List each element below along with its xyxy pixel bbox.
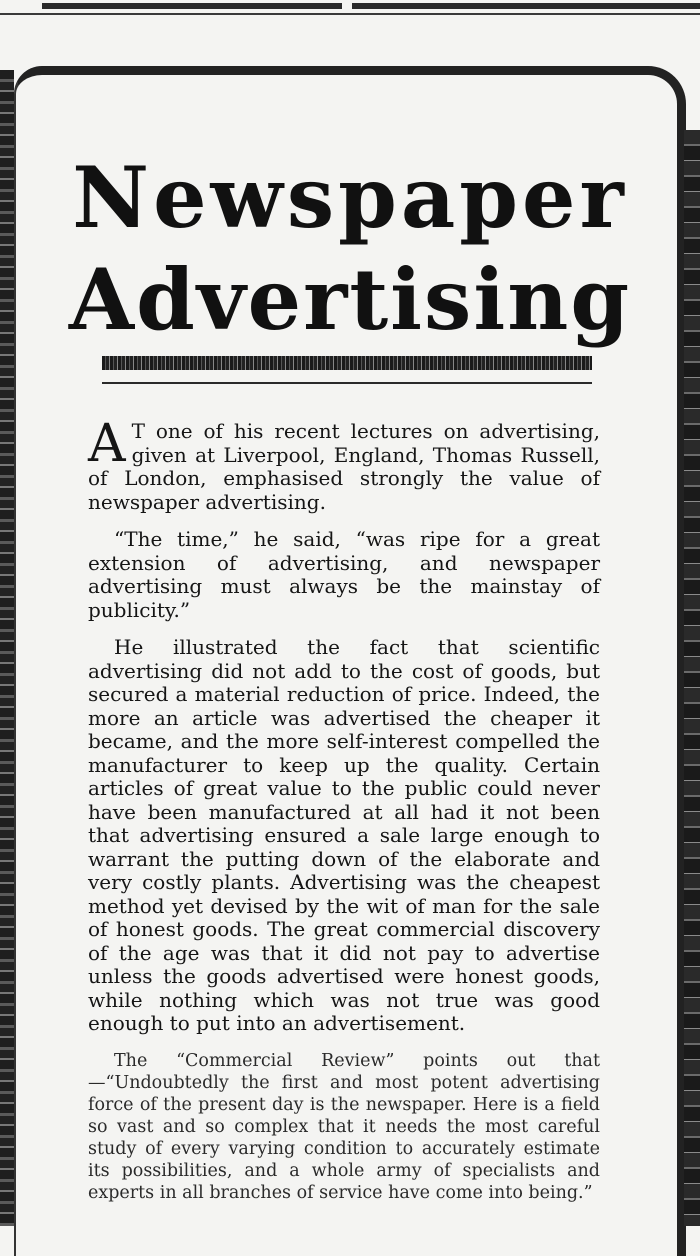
paragraph-4: The “Commercial Review” points out that—“Undoubtedly the first and most potent advertising force of the present day is the newspaper. Here is a field so vast and so complex that it needs the most careful study of every varying condition to accurately estimate its possibilities, and a whole army of specialists and experts in all branches of service have come into being.” <box>88 1050 600 1203</box>
paragraph-1 <box>88 414 600 514</box>
paragraph-3: He illustrated the fact that scientific advertising did not add to the cost of goods, but secured a material reduction of price. Indeed, the more an article was advertised the cheaper it became, and the more self-interest compelled the manufacturer to keep up the quality. Certain articles of great value to the public could never have been manufactured at all had it not been that advertising ensured a sale large enough to warrant the putting down of the elaborate and very costly plants. Advertising was the cheapest method yet devised by the wit of man for the sale of honest goods. The great commercial discovery of the age was that it did not pay to advertise unless the goods advertised were honest goods, while nothing which was not true was good enough to put into an advertisement. <box>88 635 600 1035</box>
top-rule-bar-right <box>352 3 700 9</box>
decorative-rule <box>102 356 592 370</box>
paragraph-2: “The time,” he said, “was ripe for a great extension of advertising, and newspaper advertising must always be the mainstay of publicity.” <box>88 527 600 622</box>
drop-cap: A <box>88 414 126 474</box>
left-column-rule <box>0 70 14 1226</box>
top-rule <box>0 0 700 22</box>
headline-line-2: Advertising <box>68 250 632 349</box>
top-rule-thin <box>0 13 700 15</box>
thin-rule <box>102 382 592 384</box>
top-rule-bar-left <box>42 3 342 9</box>
article-body <box>88 414 600 1218</box>
right-column-rule <box>684 130 700 1226</box>
headline-line-1: Newspaper <box>72 148 628 247</box>
paragraph-1-text: T one of his recent lectures on advertising, given at Liverpool, England, Thomas Russell, of London, emphasised strongly the value of newspaper advertising. <box>88 419 600 514</box>
